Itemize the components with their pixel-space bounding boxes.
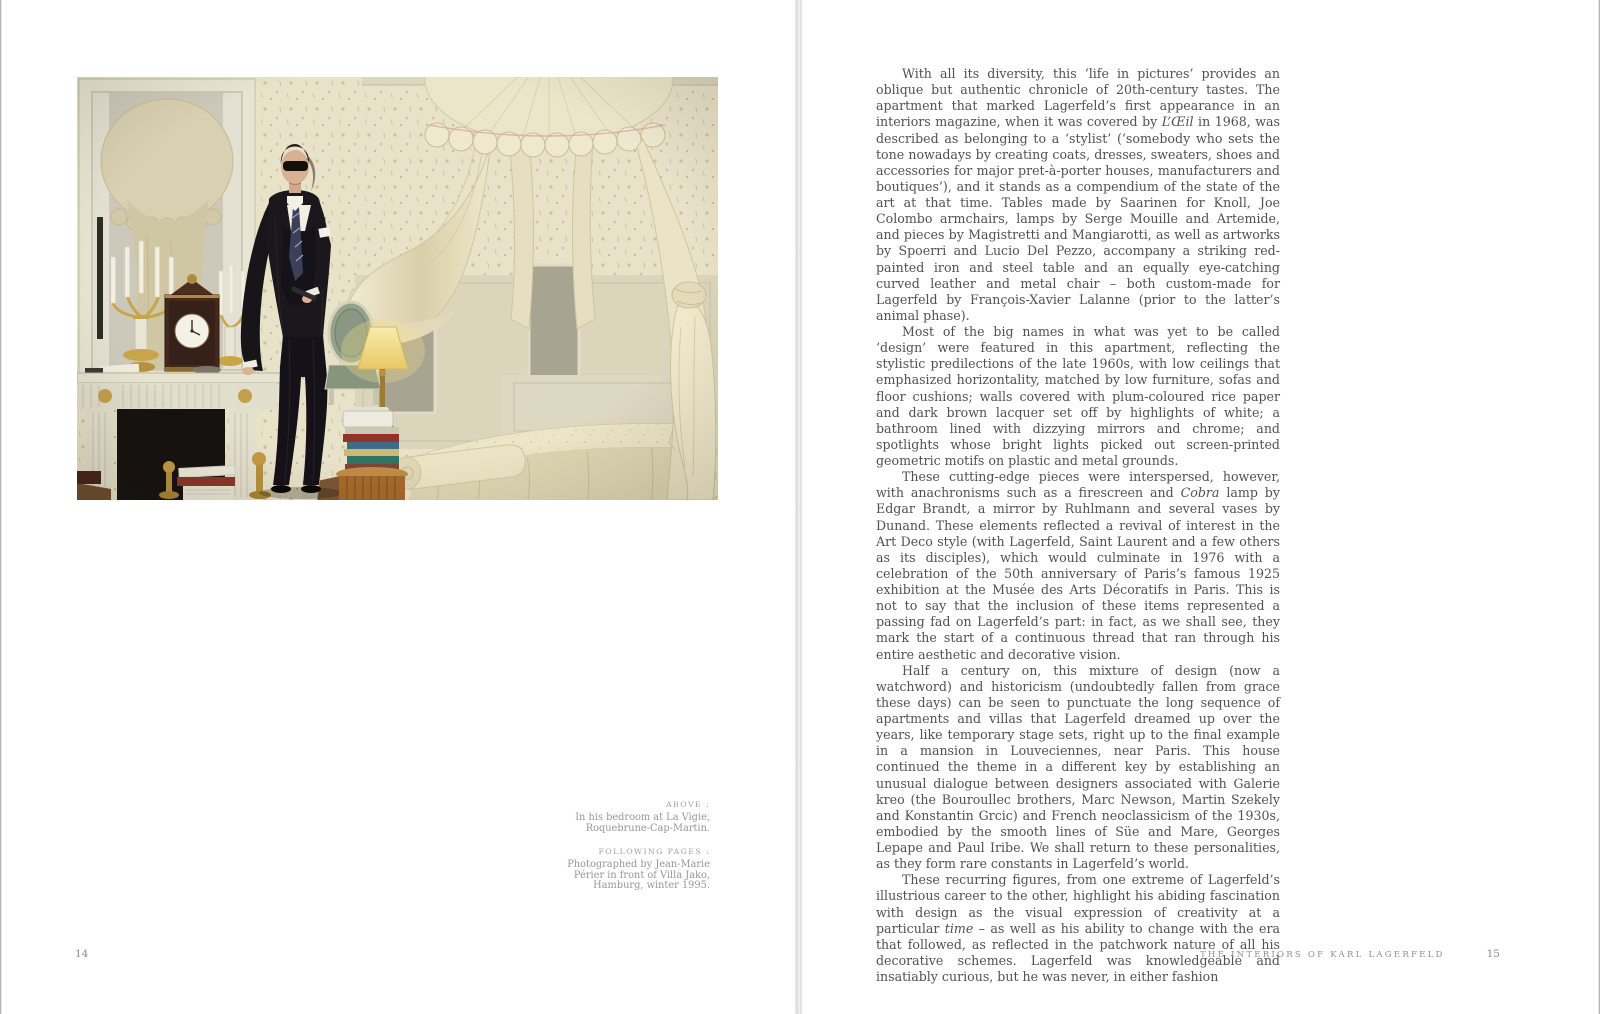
caption-line: Périer in front of Villa Jako, — [573, 869, 710, 881]
caption-above-lines — [420, 813, 710, 834]
running-title: THE INTERIORS OF KARL LAGERFELD — [1199, 950, 1445, 960]
caption-line: Hamburg, winter 1995. — [593, 880, 710, 892]
bedroom-photo — [77, 77, 718, 500]
body-paragraph: Half a century on, this mixture of design (now a watchword) and historicism (undoubtedly fallen from grace these days) can be seen to punctuate the long sequence of apartments and villas that Lagerfeld dreamed up over the years, like temporary stage sets, right up to the final example in a mansion in Louveciennes, near Paris. This house continued the theme in a different key by establishing an unusual dialogue between designers associated with Galerie kreo (the Bouroullec brothers, Marc Newson, Martin Szekely and Konstantin Grcic) and French neoclassicism of the 1930s, embodied by the smooth lines of Süe and Mare, Georges Lepape and Paul Iribe. We shall return to these personalities, as they form rare constants in Lagerfeld’s world. — [876, 662, 1280, 872]
caption-line: In his bedroom at La Vigie, — [575, 812, 710, 823]
body-paragraph: These recurring figures, from one extreme of Lagerfeld’s illustrious career to the other, highlight his abiding fascination with design as the visual expression of creativity at a particular time – as well as his ability to change with the era that followed, as reflected in the patchwork nature of all his decorative schemes. Lagerfeld was knowledgeable and insatiably curious, but he was never, in either fashion — [876, 872, 1280, 984]
body-paragraph: Most of the big names in what was yet to be called ‘design’ were featured in this apartment, reflecting the stylistic predilections of the late 1960s, with low ceilings that emphasized horizontality, matched by low furniture, sofas and floor cushions; walls covered with plum-coloured rice paper and dark brown lacquer set off by highlights of white; a bathroom lined with dizzying mirrors and chrome; and spotlights whose bright lights picked out screen-printed geometric motifs on plastic and metal grounds. — [876, 324, 1280, 468]
page-edge-left — [0, 0, 2, 1014]
page-number-right: 15 — [1486, 948, 1500, 960]
spine-gutter — [794, 0, 803, 1014]
photo-vignette — [77, 77, 718, 500]
article — [876, 66, 1280, 985]
footer-right — [1200, 948, 1500, 960]
caption-following-label: FOLLOWING PAGES : — [598, 847, 710, 857]
body-paragraph: With all its diversity, this ‘life in pictures’ provides an oblique but authentic chronicle of 20th-century tastes. The apartment that marked Lagerfeld’s first appearance in an interiors magazine, when it was covered by L’Œil in 1968, was described as belonging to a ‘stylist’ (‘somebody who sets the tone nowadays by creating coats, dresses, sweaters, shoes and accessories for major pret-à-porter houses, manufacturers and boutiques’), and it stands as a compendium of the state of the art at that time. Tables made by Saarinen for Knoll, Joe Colombo armchairs, lamps by Serge Mouille and Artemide, and pieces by Magistretti and Mangiarotti, as well as artworks by Spoerri and Lucio Del Pezzo, accompany a striking red-painted iron and steel table and an equally eye-catching curved leather and metal chair – both custom-made for Lagerfeld by François-Xavier Lalanne (prior to the latter’s animal phase). — [876, 66, 1281, 323]
caption-above-label: ABOVE : — [666, 800, 710, 809]
caption-following-lines — [420, 860, 710, 892]
caption-line: Roquebrune-Cap-Martin. — [585, 822, 710, 834]
page-number-left: 14 — [75, 948, 89, 960]
photo-caption — [420, 800, 710, 892]
caption-line: Photographed by Jean-Marie — [567, 859, 710, 871]
body-paragraph: These cutting-edge pieces were interspersed, however, with anachronisms such as a firescreen and Cobra lamp by Edgar Brandt, a mirror by Ruhlmann and several vases by Dunand. These elements reflected a revival of interest in the Art Deco style (with Lagerfeld, Saint Laurent and a few others as its disciples), which would culminate in 1976 with a celebration of the 50th anniversary of Paris’s famous 1925 exhibition at the Musée des Arts Décoratifs in Paris. This is not to say that the inclusion of these items represented a passing fad on Lagerfeld’s part: in fact, as we shall see, they mark the start of a continuous thread that ran through his entire aesthetic and decorative vision. — [876, 469, 1280, 662]
